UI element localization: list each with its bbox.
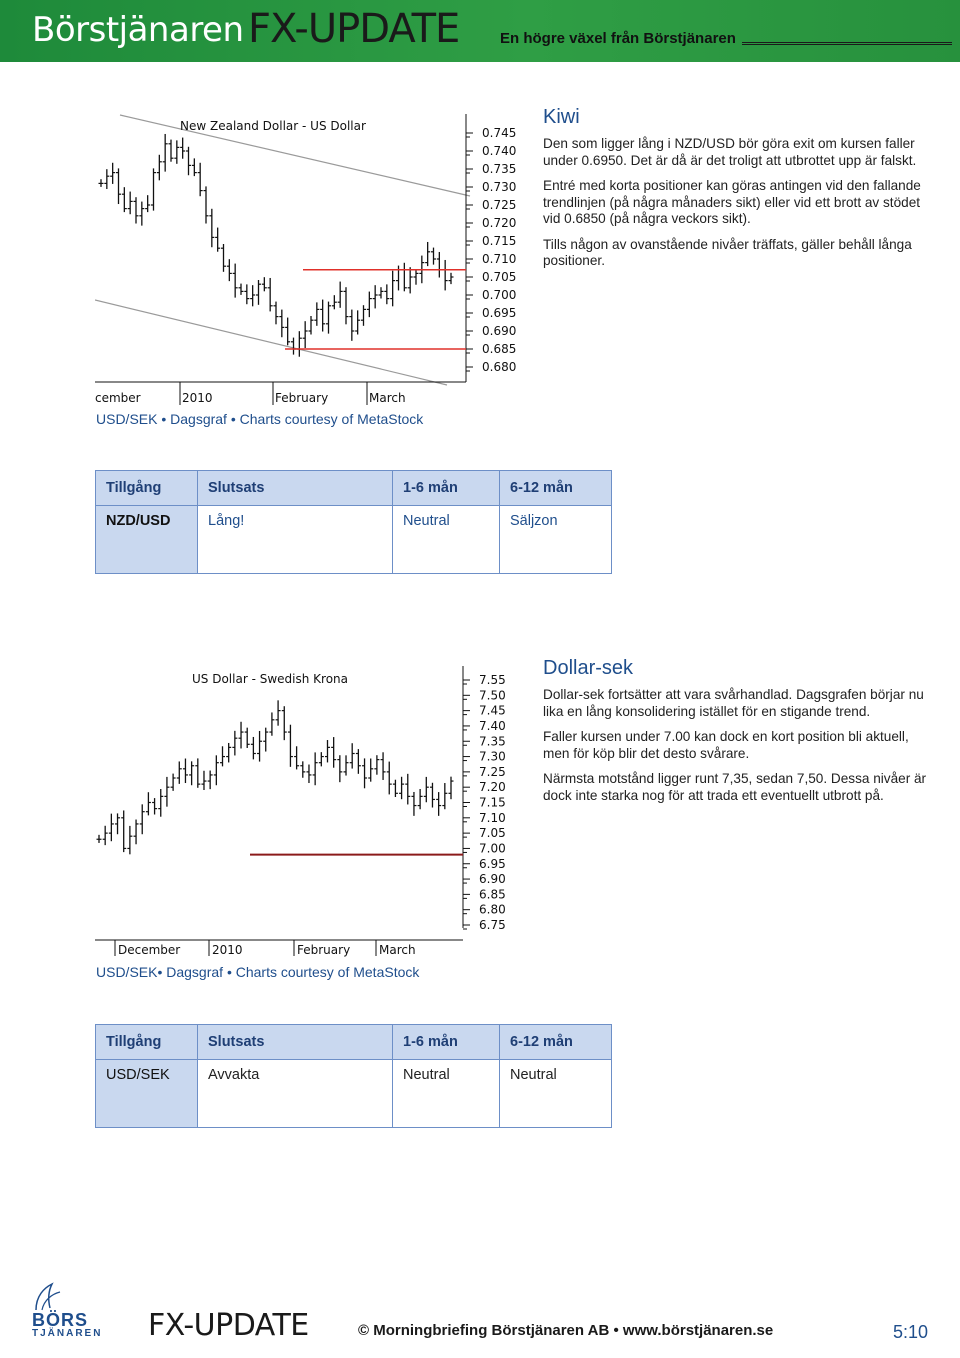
price-bar [109, 814, 114, 842]
cell-asset: NZD/USD [96, 506, 198, 574]
price-bar [309, 316, 314, 335]
y-tick-label: 7.50 [479, 688, 506, 703]
y-tick-label: 0.715 [482, 234, 517, 248]
nzdusd-price-bars [99, 134, 454, 357]
nzdusd-levels [285, 270, 466, 349]
price-bar [344, 287, 349, 324]
x-tick-march: March [379, 943, 416, 957]
nzdusd-x-ticks [95, 382, 406, 405]
price-bar [262, 277, 267, 291]
price-bar [180, 138, 185, 159]
price-bar [313, 752, 318, 785]
price-bar [436, 792, 441, 816]
price-bar [174, 140, 179, 163]
price-bar [145, 195, 150, 212]
y-tick-label: 0.690 [482, 324, 517, 338]
y-tick-label: 7.25 [479, 764, 506, 779]
price-bar [291, 338, 296, 355]
price-bar [279, 310, 284, 338]
price-bar [274, 302, 279, 325]
price-bar [349, 310, 354, 341]
dollarsek-paragraph-2: Faller kursen under 7.00 kan dock en kort position bli aktuell, men för köp blir det desto svårare. [543, 729, 909, 761]
price-bar [408, 267, 413, 293]
price-bar [151, 168, 156, 210]
nzdusd-y-ticks [466, 126, 516, 374]
y-tick-label: 7.30 [479, 749, 506, 764]
y-tick-label: 7.45 [479, 703, 506, 718]
header-rule [742, 42, 952, 45]
price-bar [226, 743, 231, 762]
x-tick-march: March [369, 391, 406, 405]
price-bar [442, 783, 447, 809]
nzdusd-table [95, 470, 612, 574]
price-bar [338, 282, 343, 308]
price-bar [411, 792, 416, 816]
header-conclusion: Slutsats [198, 1025, 393, 1060]
nzdusd-chart-svg [95, 100, 535, 410]
price-bar [381, 752, 386, 780]
price-bar [399, 777, 404, 799]
price-bar [140, 804, 145, 834]
header-6-12: 6-12 mån [500, 471, 612, 506]
kiwi-heading: Kiwi [543, 106, 580, 128]
price-bar [189, 761, 194, 785]
price-bar [379, 287, 384, 298]
price-bar [405, 774, 410, 805]
price-bar [306, 765, 311, 783]
header-tagline: En högre växel från Börstjänaren [500, 30, 736, 47]
price-bar [449, 273, 454, 284]
cell-conclusion: Avvakta [198, 1060, 393, 1128]
price-bar [390, 271, 395, 307]
price-bar [233, 264, 238, 298]
price-bar [97, 835, 102, 843]
y-tick-label: 0.745 [482, 126, 517, 140]
price-bar [208, 771, 213, 790]
header-6-12: 6-12 mån [500, 1025, 612, 1060]
header-1-6: 1-6 mån [393, 1025, 500, 1060]
y-tick-label: 6.75 [479, 918, 506, 932]
y-tick-label: 0.730 [482, 180, 517, 194]
price-bar [192, 158, 197, 176]
price-bar [285, 318, 290, 346]
usdsek-x-ticks [115, 940, 416, 957]
price-bar [355, 310, 360, 334]
price-bar [418, 789, 423, 809]
y-tick-label: 0.710 [482, 252, 517, 266]
cell-conclusion: Lång! [198, 506, 393, 574]
price-bar [326, 302, 331, 334]
price-bar [320, 300, 325, 332]
price-bar [103, 826, 108, 845]
price-bar [332, 295, 337, 309]
price-bar [239, 722, 244, 749]
dollarsek-section [543, 657, 938, 813]
price-bar [268, 278, 273, 311]
y-tick-label: 0.735 [482, 162, 517, 176]
price-bar [362, 758, 367, 788]
price-bar [319, 752, 324, 766]
price-bar [263, 728, 268, 752]
price-bar [297, 331, 302, 357]
price-bar [374, 755, 379, 774]
price-bar [146, 792, 151, 815]
y-tick-label: 7.00 [479, 841, 506, 856]
price-bar [393, 780, 398, 797]
kiwi-paragraph-2: Entré med korta positioner kan göras antingen vid den fallande trendlinjen (på några månaders sikt) eller vid ett brott av stödet vid 0.6850 (på några veckors sikt). [543, 178, 921, 226]
cell-1-6: Neutral [393, 506, 500, 574]
price-bar [300, 761, 305, 777]
y-tick-label: 0.740 [482, 144, 517, 158]
price-bar [294, 746, 299, 769]
kiwi-section [543, 106, 938, 279]
kiwi-paragraph-3: Tills någon av ovanstående nivåer träffats, gäller behåll långa positioner. [543, 236, 912, 268]
price-bar [232, 731, 237, 756]
price-bar [443, 260, 448, 290]
y-tick-label: 0.700 [482, 288, 517, 302]
price-bar [227, 259, 232, 281]
price-bar [361, 305, 366, 326]
price-bar [282, 706, 287, 740]
logo-text-top: BÖRS [32, 1310, 89, 1330]
price-bar [163, 134, 168, 172]
price-bar [449, 777, 454, 800]
price-bar [251, 737, 256, 759]
price-bar [152, 798, 157, 814]
table-header-row [96, 1025, 612, 1060]
logo-text-bottom: TJÄNAREN [32, 1328, 103, 1339]
price-bar [402, 263, 407, 292]
price-bar [373, 285, 378, 308]
x-tick-2010: 2010 [212, 943, 243, 957]
price-bar [437, 252, 442, 278]
price-bar [158, 789, 163, 817]
price-bar [214, 755, 219, 785]
price-bar [250, 285, 255, 306]
price-bar [116, 168, 121, 204]
price-bar [127, 826, 132, 854]
y-tick-label: 7.15 [479, 795, 506, 810]
y-tick-label: 0.695 [482, 306, 517, 320]
footer-credit: © Morningbriefing Börstjänaren AB • www.börstjänaren.se [358, 1322, 774, 1339]
footer-product-name: FX-UPDATE [148, 1308, 309, 1343]
y-tick-label: 6.85 [479, 887, 506, 902]
price-bar [356, 749, 361, 774]
y-tick-label: 0.705 [482, 270, 517, 284]
table-header-row [96, 471, 612, 506]
price-bar [276, 700, 281, 725]
dollarsek-paragraph-1: Dollar-sek fortsätter att vara svårhandlad. Dagsgrafen börjar nu lika en lång konsolidering istället för en stigande trend. [543, 687, 924, 719]
price-bar [164, 777, 169, 807]
x-tick-february: February [297, 943, 351, 957]
price-bar [177, 761, 182, 783]
y-tick-label: 0.685 [482, 342, 517, 356]
price-bar [337, 755, 342, 782]
price-bar [209, 209, 214, 247]
price-bar [430, 783, 435, 808]
cell-6-12: Säljzon [500, 506, 612, 574]
price-bar [367, 292, 372, 318]
price-bar [425, 242, 430, 266]
price-bar [314, 302, 319, 325]
kiwi-paragraph-1: Den som ligger lång i NZD/USD bör göra exit om kursen faller under 0.6950. Det är då är det troligt att utbrottet upp är falskt. [543, 136, 917, 168]
product-name: FX-UPDATE [248, 6, 460, 52]
price-bar [244, 284, 249, 304]
y-tick-label: 6.80 [479, 902, 506, 917]
price-bar [344, 755, 349, 775]
price-bar [331, 737, 336, 768]
x-tick-cember: cember [95, 391, 141, 405]
table-row [96, 506, 612, 574]
y-tick-label: 0.725 [482, 198, 517, 212]
price-bar [104, 169, 109, 189]
nzdusd-chart-title: New Zealand Dollar - US Dollar [180, 119, 366, 133]
price-bar [288, 725, 293, 767]
usdsek-table [95, 1024, 612, 1128]
usdsek-chart-svg [95, 660, 535, 965]
price-bar [195, 758, 200, 787]
price-bar [368, 759, 373, 782]
price-bar [169, 140, 174, 162]
price-bar [134, 197, 139, 223]
y-tick-label: 0.680 [482, 360, 517, 374]
x-tick-february: February [275, 391, 329, 405]
price-bar [431, 248, 436, 265]
price-bar [325, 740, 330, 762]
price-bar [303, 321, 308, 348]
price-bar [198, 163, 203, 196]
header-1-6: 1-6 mån [393, 471, 500, 506]
price-bar [134, 820, 139, 845]
header-asset: Tillgång [96, 471, 198, 506]
price-bar [121, 810, 126, 852]
price-bar [110, 163, 115, 184]
usdsek-y-ticks [463, 673, 506, 932]
price-bar [387, 762, 392, 795]
x-tick-2010: 2010 [182, 391, 213, 405]
y-tick-label: 7.40 [479, 718, 506, 733]
price-bar [122, 187, 127, 212]
price-bar [239, 284, 244, 295]
price-bar [157, 155, 162, 181]
usdsek-chart-caption: USD/SEK• Dagsgraf • Charts courtesy of MetaStock [96, 964, 420, 980]
page-footer [0, 1280, 960, 1358]
dollarsek-paragraph-3: Närmsta motstånd ligger runt 7,35, sedan 7,50. Dessa nivåer är dock inte starka nog för att trada ett eventuellt utbrott på. [543, 771, 927, 803]
lower-trendline [95, 300, 447, 385]
x-tick-december: December [118, 943, 181, 957]
y-tick-label: 0.720 [482, 216, 517, 230]
price-bar [115, 813, 120, 834]
cell-asset: USD/SEK [96, 1060, 198, 1128]
page-header [0, 0, 960, 62]
price-bar [350, 743, 355, 768]
dollarsek-heading: Dollar-sek [543, 657, 634, 679]
y-tick-label: 6.90 [479, 872, 506, 887]
price-bar [414, 269, 419, 285]
price-bar [183, 759, 188, 784]
price-bar [201, 771, 206, 790]
price-bar [269, 712, 274, 735]
cell-6-12: Neutral [500, 1060, 612, 1128]
brand-name: Börstjänaren [32, 10, 244, 50]
header-asset: Tillgång [96, 1025, 198, 1060]
price-bar [221, 244, 226, 272]
y-tick-label: 7.20 [479, 780, 506, 795]
price-bar [171, 774, 176, 791]
usdsek-chart [95, 660, 535, 965]
price-bar [220, 746, 225, 766]
usdsek-chart-title: US Dollar - Swedish Krona [192, 672, 348, 686]
page-number: 5:10 [893, 1322, 929, 1342]
price-bar [204, 186, 209, 223]
price-bar [139, 202, 144, 226]
price-bar [215, 228, 220, 252]
cell-1-6: Neutral [393, 1060, 500, 1128]
price-bar [424, 777, 429, 802]
price-bar [128, 192, 133, 215]
y-tick-label: 7.35 [479, 734, 506, 749]
price-bar [384, 284, 389, 304]
nzdusd-chart [95, 100, 535, 410]
y-tick-label: 7.10 [479, 810, 506, 825]
price-bar [245, 728, 250, 748]
y-tick-label: 7.05 [479, 826, 506, 841]
y-tick-label: 7.55 [479, 673, 506, 687]
price-bar [99, 179, 104, 187]
price-bar [256, 280, 261, 305]
kiwi-chart-caption: USD/SEK • Dagsgraf • Charts courtesy of MetaStock [96, 411, 424, 427]
price-bar [186, 147, 191, 175]
price-bar [257, 731, 262, 762]
y-tick-label: 6.95 [479, 856, 506, 871]
table-row [96, 1060, 612, 1128]
usdsek-price-bars [97, 700, 454, 854]
header-conclusion: Slutsats [198, 471, 393, 506]
